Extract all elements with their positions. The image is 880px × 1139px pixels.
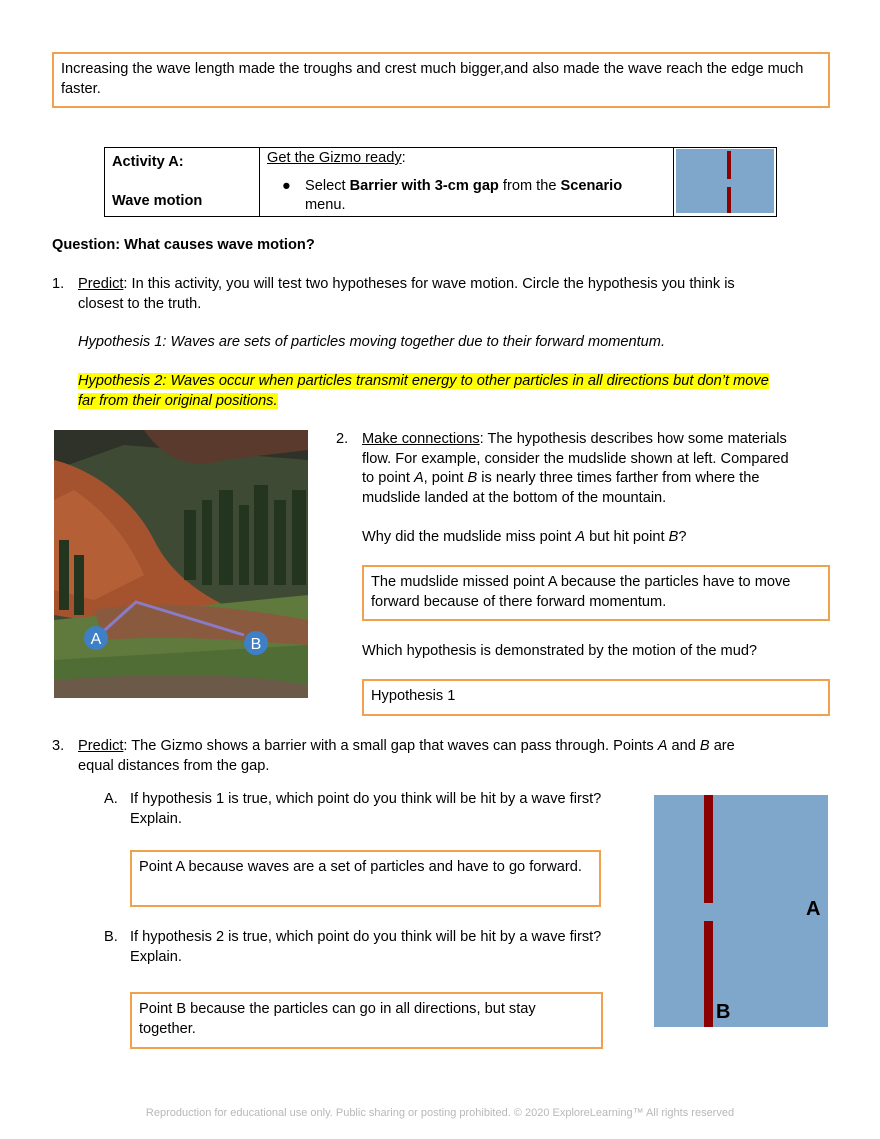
activity-thumbnail-cell	[674, 148, 777, 217]
gizmo-barrier-diagram	[654, 795, 828, 1027]
mudslide-photo	[54, 430, 308, 698]
q2-point-a: A	[413, 470, 424, 486]
q3a-answer-box[interactable]	[130, 850, 601, 907]
activity-label: Activity A:	[112, 154, 184, 170]
q3-label: Predict	[78, 738, 124, 754]
q3b-question: If hypothesis 2 is true, which point do you think will be hit by a wave first? Explain.	[130, 929, 602, 965]
activity-table	[104, 147, 777, 217]
q2-answer1-text: The mudslide missed point A because the particles have to move forward because of there forward momentum.	[371, 574, 791, 610]
hypothesis-2	[78, 372, 848, 411]
question-heading: Question: What causes wave motion?	[52, 237, 315, 253]
q1-text-line2: closest to the truth.	[78, 295, 202, 312]
q2-line2: flow. For example, consider the mudslide shown at left. Compared	[362, 450, 789, 467]
why-text-b: but hit point	[585, 529, 669, 545]
scenario-bullet	[267, 177, 666, 216]
why-point-b: B	[668, 529, 679, 545]
q3a-question: If hypothesis 1 is true, which point do you think will be hit by a wave first? Explain.	[130, 791, 602, 827]
q3-point-b: B	[699, 738, 710, 754]
bullet-scenario-name: Barrier with 3-cm gap	[349, 177, 499, 194]
q2-line3a: to point	[362, 470, 414, 486]
bullet-text-pre: Select	[305, 177, 350, 194]
why-point-a: A	[575, 529, 586, 545]
activity-instructions-cell	[260, 148, 674, 217]
wave-length-answer-box[interactable]	[52, 52, 830, 108]
q2-answer2-box[interactable]	[362, 679, 830, 716]
q2-point-b: B	[467, 470, 478, 486]
why-text-a: Why did the mudslide miss point	[362, 529, 576, 545]
q3-line1b: and	[667, 738, 700, 754]
q2-line1: : The hypothesis describes how some materials	[479, 431, 787, 447]
point-b-label: B	[250, 636, 262, 653]
diagram-point-b-label: B	[716, 1001, 731, 1023]
q2-number: 2.	[336, 431, 349, 447]
q1-prompt	[78, 275, 838, 314]
hypothesis-2-line1: Hypothesis 2: Waves occur when particles transmit energy to other particles in all directions but don’t move	[78, 373, 769, 389]
q3-number: 3.	[52, 738, 65, 754]
activity-title-cell	[105, 148, 260, 217]
q2-which-question: Which hypothesis is demonstrated by the motion of the mud?	[362, 643, 758, 659]
hypothesis-1: Hypothesis 1: Waves are sets of particles moving together due to their forward momentum.	[78, 334, 665, 350]
q2-line3c: is nearly three times farther from where the	[477, 470, 760, 486]
thumbnail-barrier-top	[727, 151, 731, 179]
q3a-answer-text: Point A because waves are a set of particles and have to go forward.	[139, 859, 582, 875]
q3a-number: A.	[104, 791, 118, 807]
thumbnail-barrier-bottom	[727, 187, 731, 213]
q1-number: 1.	[52, 276, 65, 292]
q3b-answer-box[interactable]	[130, 992, 603, 1049]
point-a-label: A	[90, 631, 102, 648]
wave-length-answer-text: Increasing the wave length made the troughs and crest much bigger,and also made the wave reach the edge much faster.	[61, 61, 804, 97]
q3-point-a: A	[657, 738, 668, 754]
q2-answer1-box[interactable]	[362, 565, 830, 621]
barrier-bottom-segment	[704, 921, 713, 1027]
activity-name: Wave motion	[112, 192, 203, 209]
barrier-top-segment	[704, 795, 713, 903]
q3-line1a: : The Gizmo shows a barrier with a small gap that waves can pass through. Points	[123, 738, 658, 754]
q2-prompt	[362, 430, 842, 508]
q3b-number: B.	[104, 929, 118, 945]
hypothesis-2-line2: far from their original positions.	[78, 392, 278, 409]
q3-line1c: are	[709, 738, 735, 754]
diagram-point-a-label: A	[806, 898, 821, 920]
q2-answer2-text: Hypothesis 1	[371, 688, 456, 704]
q3b-answer-text: Point B because the particles can go in all directions, but stay together.	[139, 1001, 536, 1037]
bullet-text-post: menu.	[305, 197, 346, 213]
q2-line3b: , point	[423, 470, 468, 486]
mudslide-illustration	[54, 430, 308, 698]
why-text-c: ?	[678, 529, 687, 545]
bullet-dot: ●	[282, 177, 291, 194]
q2-why-question	[362, 528, 687, 548]
gizmo-ready-colon: :	[401, 150, 406, 166]
copyright-footer: Reproduction for educational use only. Public sharing or posting prohibited. © 2020 ExploreLearning™ All rights reserved	[145, 1107, 735, 1119]
q3-prompt	[78, 737, 848, 776]
bullet-text-mid: from the	[498, 177, 561, 194]
q2-line4: mudslide landed at the bottom of the mountain.	[362, 489, 667, 506]
q2-label: Make connections	[362, 431, 480, 447]
q3-line2: equal distances from the gap.	[78, 757, 270, 774]
q1-text-line1: : In this activity, you will test two hypotheses for wave motion. Circle the hypothesis you think is	[123, 276, 735, 292]
bullet-menu-name: Scenario	[560, 177, 623, 194]
gizmo-thumbnail	[676, 149, 774, 213]
q1-label: Predict	[78, 276, 124, 292]
gizmo-ready-label: Get the Gizmo ready	[267, 150, 402, 166]
